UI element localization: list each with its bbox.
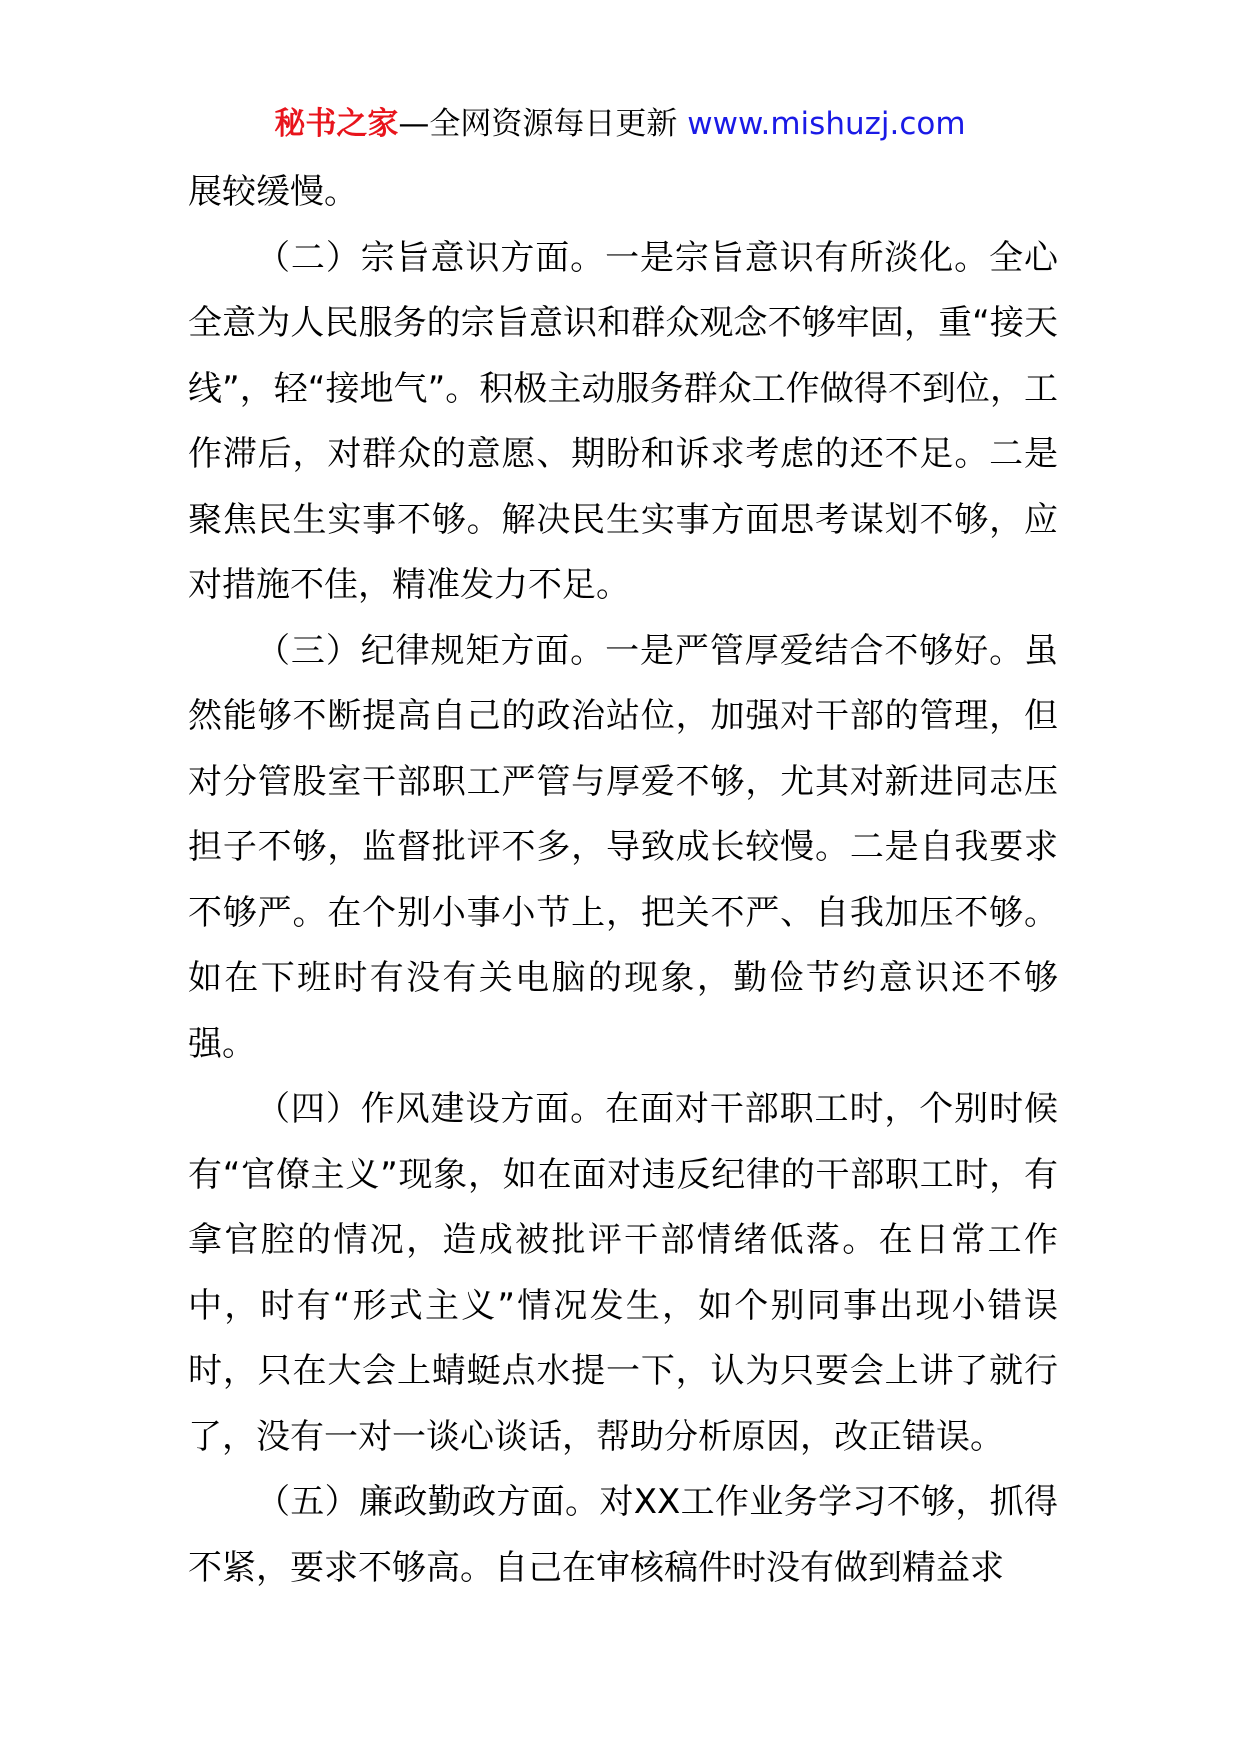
paragraph-integrity-diligence: （五）廉政勤政方面。对XX工作业务学习不够，抓得不紧，要求不够高。自己在审核稿件时没有做到精益求 [188,1482,1058,1588]
paragraph-continuation: 展较缓慢。 [188,172,358,212]
header-tagline: —全网资源每日更新 [398,106,678,142]
brand-name: 秘书之家 [274,106,399,142]
paragraph-work-style: （四）作风建设方面。在面对干部职工时，个别时候有“官僚主义”现象，如在面对违反纪律的干部职工时，有拿官腔的情况，造成被批评干部情绪低落。在日常工作中，时有“形式主义”情况发生，如个别同事出现小错误时，只在大会上蜻蜓点水提一下，认为只要会上讲了就行了，没有一对一谈心谈话，帮助分析原因，改正错误。 [188,1089,1058,1457]
paragraph-purpose-awareness: （二）宗旨意识方面。一是宗旨意识有所淡化。全心全意为人民服务的宗旨意识和群众观念不够牢固，重“接天线”，轻“接地气”。积极主动服务群众工作做得不到位，工作滞后，对群众的意愿、期盼和诉求考虑的还不足。二是聚焦民生实事不够。解决民生实事方面思考谋划不够，应对措施不佳，精准发力不足。 [188,237,1058,605]
page-header [0,104,1240,144]
website-link[interactable]: www.mishuzj.com [687,106,966,142]
paragraph-discipline-rules: （三）纪律规矩方面。一是严管厚爱结合不够好。虽然能够不断提高自己的政治站位，加强对干部的管理，但对分管股室干部职工严管与厚爱不够，尤其对新进同志压担子不够，监督批评不多，导致成长较慢。二是自我要求不够严。在个别小事小节上，把关不严、自我加压不够。如在下班时有没有关电脑的现象，勤俭节约意识还不够强。 [188,630,1058,1064]
document-body [188,160,1058,1601]
